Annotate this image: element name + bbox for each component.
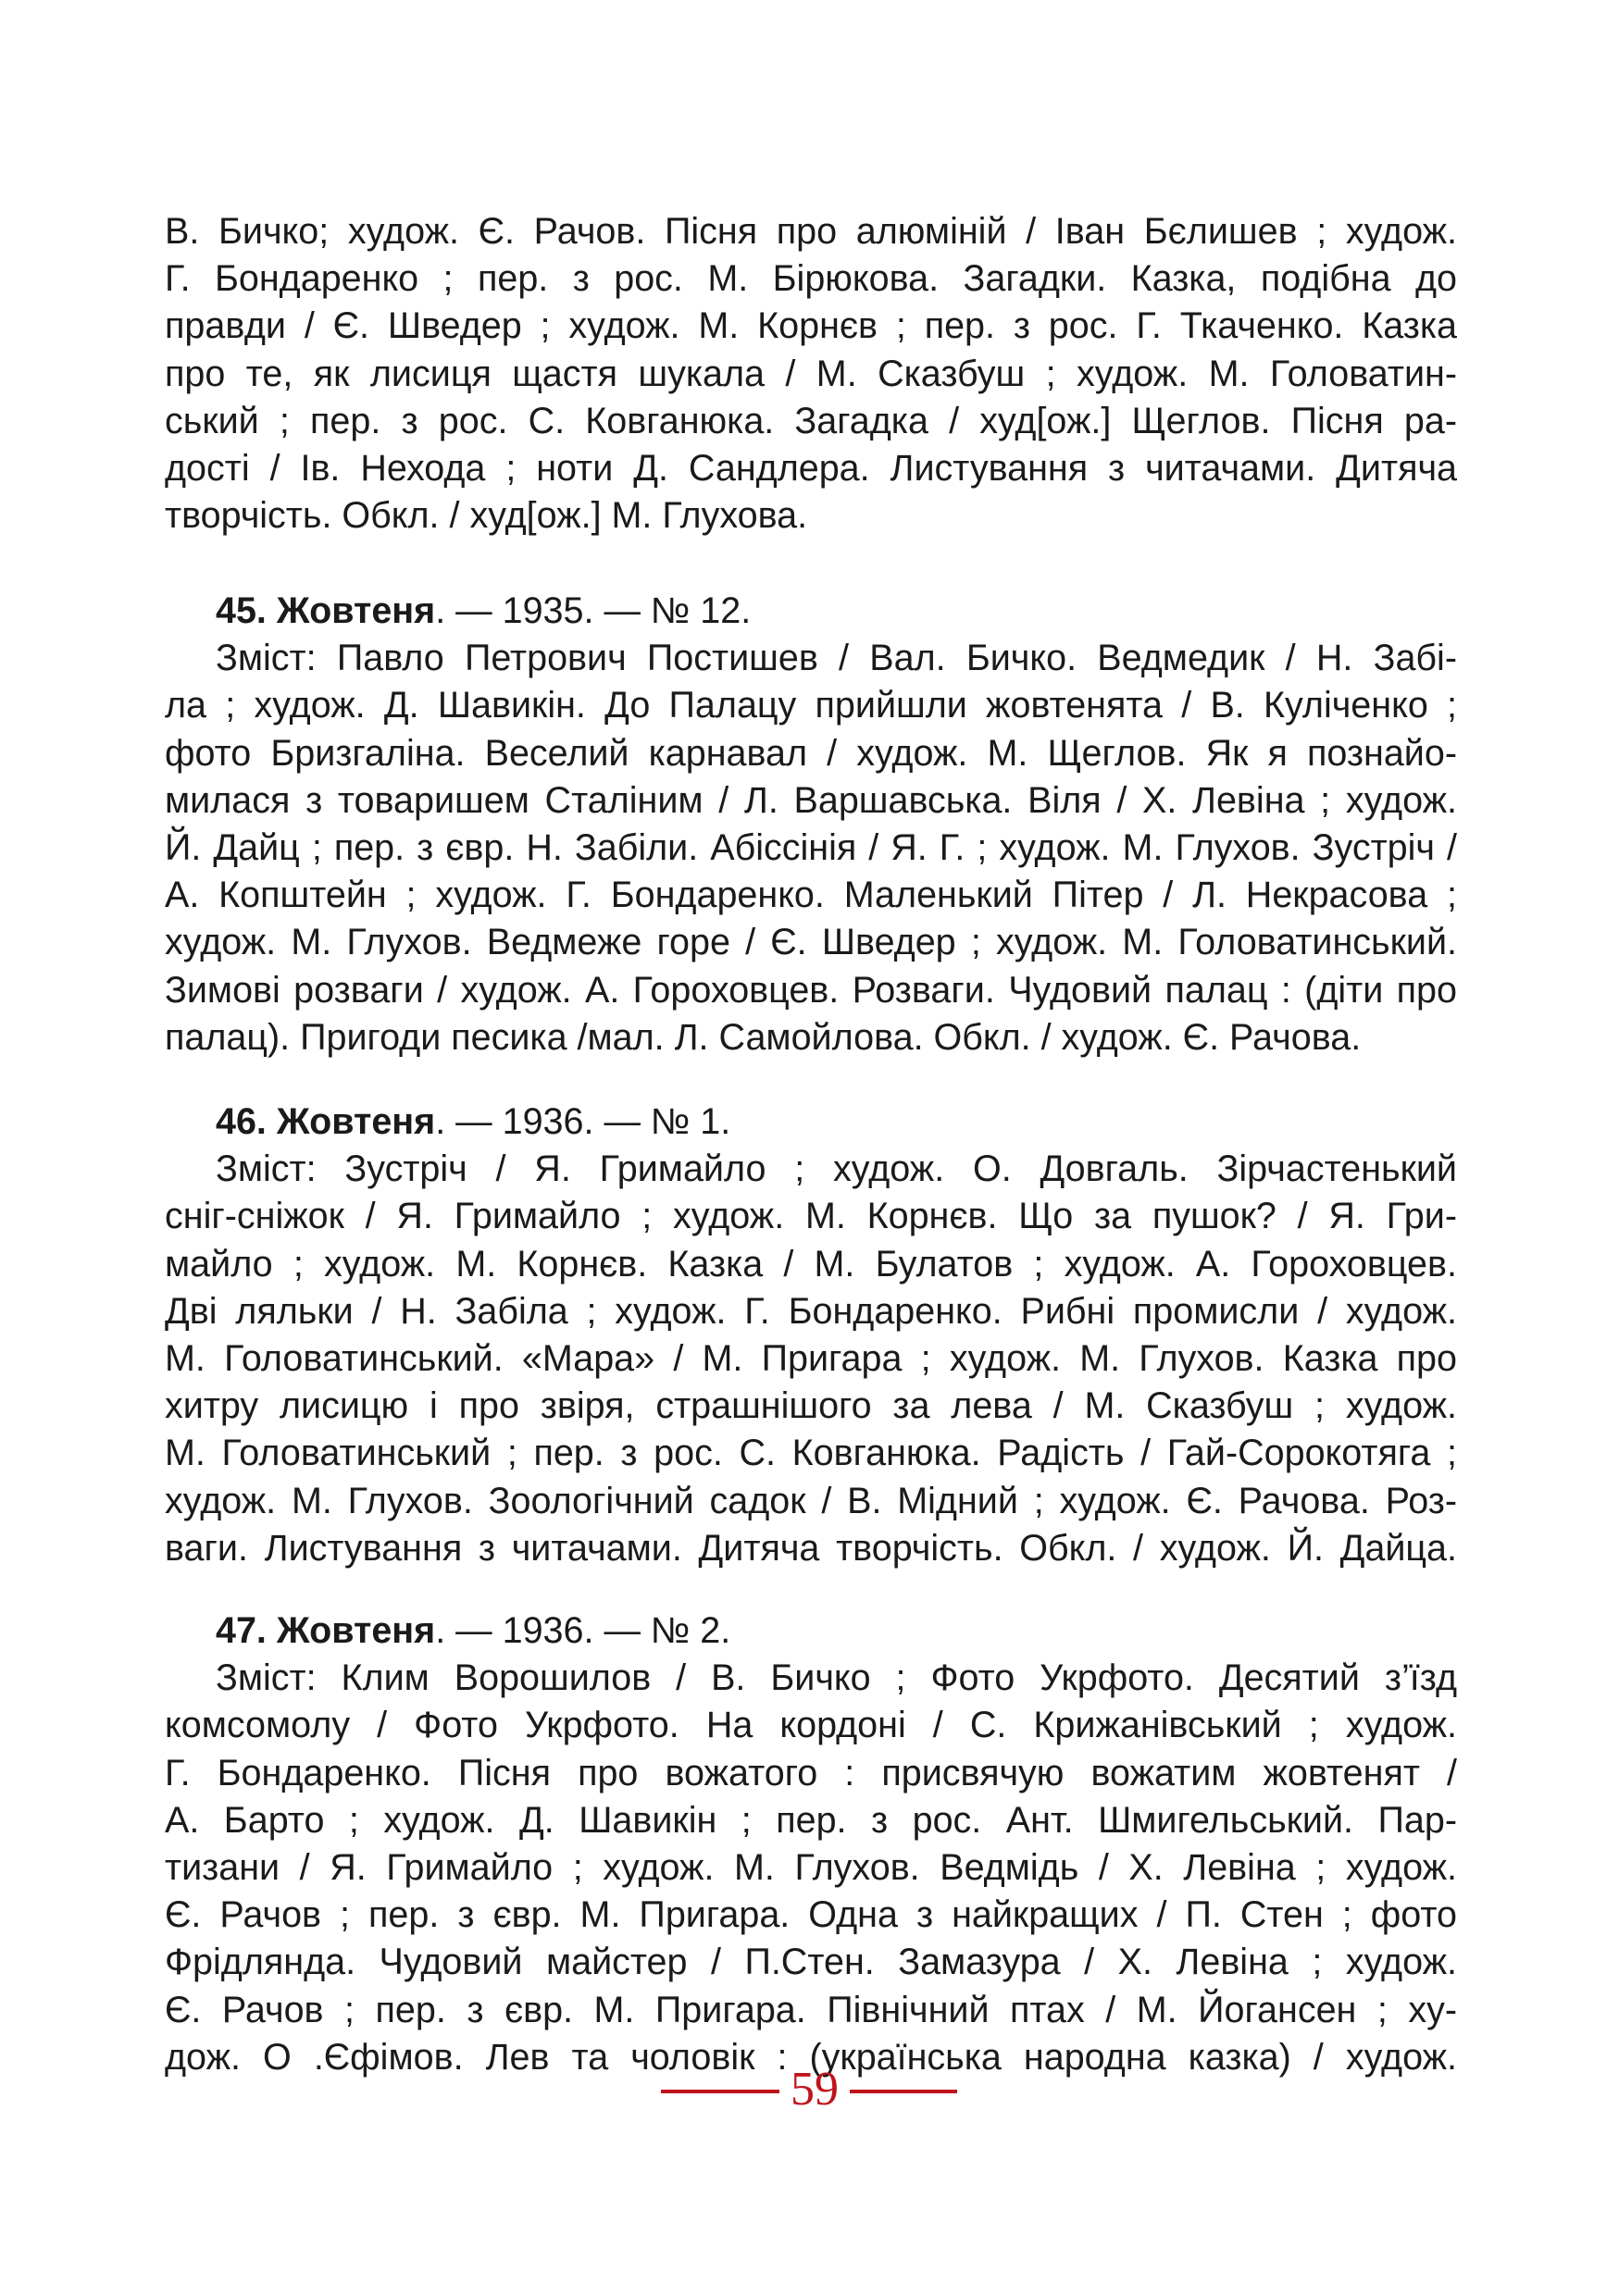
text-line: Зміст: Клим Ворошилов / В. Бичко ; Фото Укрфото. Десятий з’їзд [216, 1657, 1457, 1699]
entry-number: 45. [216, 590, 267, 631]
entry-heading [165, 1098, 1457, 1146]
bibliography-entry-45 [165, 588, 1457, 1061]
text-line: Зміст: Зустріч / Я. Гримайло ; худож. О. Довгаль. Зірчастенький [216, 1148, 1457, 1190]
text-line: Є. Рачов ; пер. з євр. М. Пригара. Північний птах / М. Йогансен ; ху- [165, 1989, 1457, 2030]
text-line: хитру лисицю і про звіря, страшнішого за лева / М. Сказбуш ; худож. [165, 1385, 1457, 1427]
text-line: палац). Пригоди песика /мал. Л. Самойлова. Обкл. / худож. Є. Рачова. [165, 1016, 1362, 1058]
entry-heading [165, 588, 1457, 635]
entry-title: Жовтеня [276, 1101, 436, 1142]
text-line: А. Барто ; худож. Д. Шавикін ; пер. з рос. Ант. Шмигельський. Пар- [165, 1799, 1457, 1841]
text-line: худож. М. Глухов. Ведмеже горе / Є. Шведер ; худож. М. Головатинський. [165, 922, 1457, 963]
continuation-paragraph [165, 208, 1457, 540]
text-line: ваги. Листування з читачами. Дитяча творчість. Обкл. / худож. Й. Дайца. [165, 1527, 1457, 1569]
text-line: сніг-сніжок / Я. Гримайло ; худож. М. Корнєв. Що за пушок? / Я. Гри- [165, 1196, 1457, 1237]
entry-title: Жовтеня [276, 590, 436, 631]
page-footer [0, 2058, 1619, 2123]
text-line: дож. О .Єфімов. Лев та чоловік : (українська народна казка) / худож. [165, 2036, 1457, 2078]
text-line: творчість. Обкл. / худ[ож.] М. Глухова. [165, 495, 808, 537]
text-line: фото Бризгаліна. Веселий карнавал / худож. М. Щеглов. Як я познайо- [165, 732, 1457, 774]
entry-details: . — 1935. — № 12. [435, 590, 752, 631]
bibliography-entry-47 [165, 1607, 1457, 2081]
footer-rule-right [850, 2090, 957, 2093]
entry-number: 46. [216, 1101, 267, 1142]
text-line: майло ; худож. М. Корнєв. Казка / М. Булатов ; худож. А. Гороховцев. [165, 1243, 1457, 1285]
page-number: 59 [791, 2063, 839, 2116]
text-line: Й. Дайц ; пер. з євр. Н. Забіли. Абіссінія / Я. Г. ; худож. М. Глухов. Зустріч / [165, 826, 1457, 868]
text-line: дості / Ів. Нехода ; ноти Д. Сандлера. Листування з читачами. Дитяча [165, 447, 1457, 489]
text-line: Г. Бондаренко. Пісня про вожатого : присвячую вожатим жовтенят / [165, 1752, 1457, 1793]
text-line: М. Головатинський. «Мара» / М. Пригара ; худож. М. Глухов. Казка про [165, 1337, 1457, 1379]
text-line: милася з товаришем Сталіним / Л. Варшавська. Віля / Х. Левіна ; худож. [165, 779, 1457, 821]
entry-title: Жовтеня [276, 1610, 436, 1651]
text-line: правди / Є. Шведер ; худож. М. Корнєв ; пер. з рос. Г. Ткаченко. Казка [165, 305, 1457, 347]
entry-details: . — 1936. — № 1. [435, 1101, 731, 1142]
text-line: Зміст: Павло Петрович Постишев / Вал. Бичко. Ведмедик / Н. Забі- [216, 638, 1457, 679]
text-line: Фрідлянда. Чудовий майстер / П.Стен. Замазура / Х. Левіна ; худож. [165, 1942, 1457, 1983]
text-line: В. Бичко; худож. Є. Рачов. Пісня про алюміній / Іван Бєлишев ; худож. [165, 211, 1457, 252]
text-line: про те, як лисиця щастя шукала / М. Сказбуш ; худож. М. Головатин- [165, 353, 1457, 394]
text-line: Дві ляльки / Н. Забіла ; худож. Г. Бондаренко. Рибні промисли / худож. [165, 1290, 1457, 1332]
text-line: Зимові розваги / худож. А. Гороховцев. Розваги. Чудовий палац : (діти про [165, 969, 1457, 1011]
entry-details: . — 1936. — № 2. [435, 1610, 731, 1651]
entry-heading [165, 1607, 1457, 1655]
footer-rule-left [661, 2090, 779, 2093]
text-line: А. Копштейн ; худож. Г. Бондаренко. Маленький Пітер / Л. Некрасова ; [165, 875, 1457, 916]
bibliography-entry-46 [165, 1098, 1457, 1572]
text-line: Г. Бондаренко ; пер. з рос. М. Бірюкова. Загадки. Казка, подібна до [165, 258, 1457, 300]
text-line: тизани / Я. Гримайло ; худож. М. Глухов. Ведмідь / Х. Левіна ; худож. [165, 1846, 1457, 1888]
text-line: ський ; пер. з рос. С. Ковганюка. Загадка / худ[ож.] Щеглов. Пісня ра- [165, 400, 1457, 441]
text-line: худож. М. Глухов. Зоологічний садок / В. Мідний ; худож. Є. Рачова. Роз- [165, 1480, 1457, 1521]
text-line: М. Головатинський ; пер. з рос. С. Ковганюка. Радість / Гай-Сорокотяга ; [165, 1433, 1457, 1474]
text-line: ла ; худож. Д. Шавикін. До Палацу прийшли жовтенята / В. Куліченко ; [165, 685, 1457, 726]
text-line: Є. Рачов ; пер. з євр. М. Пригара. Одна з найкращих / П. Стен ; фото [165, 1894, 1457, 1936]
entry-number: 47. [216, 1610, 267, 1651]
text-line: комсомолу / Фото Укрфото. На кордоні / С. Крижанівський ; худож. [165, 1705, 1457, 1746]
